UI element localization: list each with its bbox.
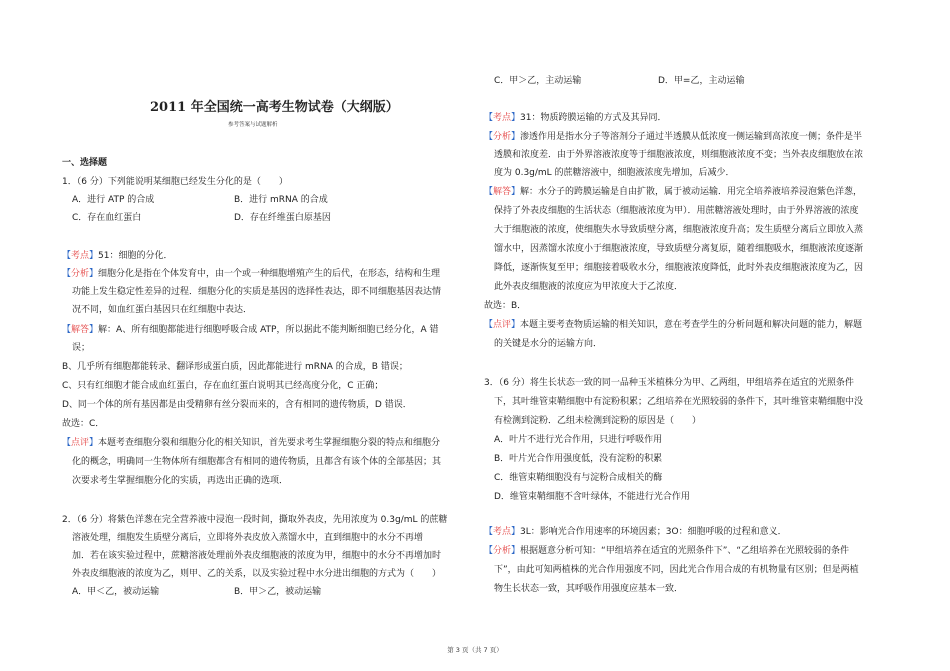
q2-option-a: A．甲＜乙，被动运输 — [72, 587, 160, 597]
dianping-tag: 【点评】 — [62, 438, 99, 448]
q1-dianping-line: 化的概念，明确同一生物体所有细胞都含有相同的遗传物质，且都含有该个体的全部基因；其 — [72, 457, 442, 467]
q1-fenxi-line: 功能上发生稳定性差异的过程．细胞分化的实质是基因的选择性表达，即不同细胞基因表达情 — [72, 287, 442, 297]
q2-stem-line: 溶液处理，细胞发生质壁分离后，立即将外表皮放入蒸馏水中，直到细胞中的水分不再增 — [72, 533, 424, 543]
q3-kaodian: 【考点】3L：影响光合作用速率的环境因素；3O：细胞呼吸的过程和意义． — [484, 527, 787, 537]
q3-stem-line: 有检测到淀粉．乙组未检测到淀粉的原因是（ ） — [494, 416, 702, 426]
fenxi-tag: 【分析】 — [62, 269, 99, 279]
q2-answer: 故选：B． — [484, 301, 527, 311]
fenxi-tag: 【分析】 — [484, 132, 521, 142]
jieda-tag: 【解答】 — [62, 325, 99, 335]
q3-fenxi-line: 物生长状态一致，其呼吸作用强度应基本一致． — [494, 584, 684, 594]
q1-option-a: A．进行 ATP 的合成 — [72, 195, 155, 205]
q1-option-c: C．存在血红蛋白 — [72, 213, 142, 223]
q2-fenxi: 【分析】渗透作用是指水分子等溶剂分子通过半透膜从低浓度一侧运输到高浓度一侧；条件是半 — [484, 132, 863, 142]
q1-body-line: D、同一个体的所有基因都是由受精卵有丝分裂而来的，含有相同的遗传物质，D 错误． — [62, 400, 412, 410]
q1-kaodian: 【考点】51：细胞的分化． — [62, 251, 173, 261]
q1-jieda-line: 误； — [72, 343, 91, 353]
q2-stem-line: 加．若在该实验过程中，蔗糖溶液处理前外表皮细胞液的浓度为甲，细胞中的水分不再增加时 — [72, 551, 442, 561]
q3-option-c: C．维管束鞘细胞没有与淀粉合成相关的酶 — [494, 473, 663, 483]
q1-option-d: D．存在纤维蛋白原基因 — [234, 213, 331, 223]
q1-dianping-line: 次要求考生掌握细胞分化的实质，再选出正确的选项． — [72, 476, 289, 486]
q2-kaodian: 【考点】31：物质跨膜运输的方式及其异同． — [484, 113, 667, 123]
q2-option-c: C．甲＞乙，主动运输 — [494, 76, 582, 86]
q2-option-b: B．甲＞乙，被动运输 — [234, 587, 322, 597]
q1-body-line: C、只有红细胞才能合成血红蛋白，存在血红蛋白说明其已经高度分化，C 正确； — [62, 381, 384, 391]
q1-stem: 1．（6 分）下列能说明某细胞已经发生分化的是（ ） — [62, 177, 288, 187]
q3-fenxi: 【分析】根据题意分析可知：“甲组培养在适宜的光照条件下”、“乙组培养在光照较弱的条件 — [484, 546, 850, 556]
q2-dianping: 【点评】本题主要考查物质运输的相关知识，意在考查学生的分析问题和解决问题的能力，解题 — [484, 320, 863, 330]
header-title: 2011 年全国统一高考生物试卷（大纲版） — [150, 100, 399, 115]
q2-fenxi-line: 透膜和浓度差．由于外界溶液浓度等于细胞液浓度，则细胞液浓度不变；当外表皮细胞放在浓 — [494, 150, 864, 160]
q3-option-a: A．叶片不进行光合作用，只进行呼吸作用 — [494, 435, 663, 445]
q2-stem-line: 外表皮细胞液的浓度为乙，则甲、乙的关系，以及实验过程中水分进出细胞的方式为（ ） — [72, 569, 442, 579]
q3-fenxi-line: 下”，由此可知两植株的光合作用强度不同，因此光合作用合成的有机物量有区别；但是两植 — [494, 565, 859, 575]
q3-stem-line: 下，其叶维管束鞘细胞中有淀粉积累；乙组培养在光照较弱的条件下，其叶维管束鞘细胞中没 — [494, 397, 864, 407]
q2-option-d: D．甲=乙，主动运输 — [658, 76, 745, 86]
q2-jieda: 【解答】解：水分子的跨膜运输是自由扩散，属于被动运输．用完全培养液培养浸泡紫色洋葱， — [484, 187, 863, 197]
q2-dianping-line: 的关键是水分的运输方向． — [494, 339, 603, 349]
fenxi-tag: 【分析】 — [484, 546, 521, 556]
q1-jieda: 【解答】解：A、所有细胞都能进行细胞呼吸合成 ATP，所以据此不能判断细胞已经分化，A 错 — [62, 325, 439, 335]
jieda-tag: 【解答】 — [484, 187, 521, 197]
dianping-tag: 【点评】 — [484, 320, 521, 330]
section-title: 一、选择题 — [62, 158, 108, 168]
page-footer: 第 3 页（共 7 页） — [447, 646, 503, 654]
q3-option-b: B．叶片光合作用强度低，没有淀粉的积累 — [494, 454, 663, 464]
q1-fenxi: 【分析】细胞分化是指在个体发育中，由一个或一种细胞增殖产生的后代，在形态，结构和生理 — [62, 269, 441, 279]
q2-stem-line: 2．（6 分）将紫色洋葱在完全营养液中浸泡一段时间，撕取外表皮，先用浓度为 0.3g/mL 的蔗糖 — [62, 515, 448, 525]
q2-jieda-line: 此外表皮细胞液的浓度应为甲浓度大于乙浓度． — [494, 282, 684, 292]
kaodian-tag: 【考点】 — [62, 251, 99, 261]
q1-answer: 故选：C． — [62, 419, 105, 429]
kaodian-tag: 【考点】 — [484, 113, 521, 123]
kaodian-tag: 【考点】 — [484, 527, 521, 537]
q1-dianping: 【点评】本题考查细胞分裂和细胞分化的相关知识，首先要求考生掌握细胞分裂的特点和细胞分 — [62, 438, 441, 448]
q2-jieda-line: 保持了外表皮细胞的生活状态（细胞液浓度为甲）．用蔗糖溶液处理时，由于外界溶液的浓度 — [494, 206, 859, 216]
q2-fenxi-line: 度为 0.3g/mL 的蔗糖溶液中，细胞液浓度先增加，后减少． — [494, 168, 735, 178]
q3-option-d: D．维管束鞘细胞不含叶绿体，不能进行光合作用 — [494, 492, 690, 502]
header-subtitle: 参考答案与试题解析 — [228, 122, 278, 128]
q2-jieda-line: 馏水中，因蒸馏水浓度小于细胞液浓度，导致质壁分离复原，随着细胞吸水，细胞液浓度逐渐 — [494, 244, 864, 254]
q2-jieda-line: 降低，逐渐恢复至甲；细胞接着吸收水分，细胞液浓度降低，此时外表皮细胞液浓度为乙，因 — [494, 263, 864, 273]
q2-jieda-line: 大于细胞液的浓度，使细胞失水导致质壁分离，细胞液浓度升高；发生质壁分离后立即放入蒸 — [494, 225, 864, 235]
q1-fenxi-line: 况不同，如血红蛋白基因只在红细胞中表达． — [72, 305, 253, 315]
q1-option-b: B．进行 mRNA 的合成 — [234, 195, 328, 205]
q1-body-line: B、几乎所有细胞都能转录、翻译形成蛋白质，因此都能进行 mRNA 的合成，B 错误； — [62, 362, 408, 372]
q3-stem-line: 3．（6 分）将生长状态一致的同一品种玉米植株分为甲、乙两组，甲组培养在适宜的光照条件 — [484, 378, 854, 388]
